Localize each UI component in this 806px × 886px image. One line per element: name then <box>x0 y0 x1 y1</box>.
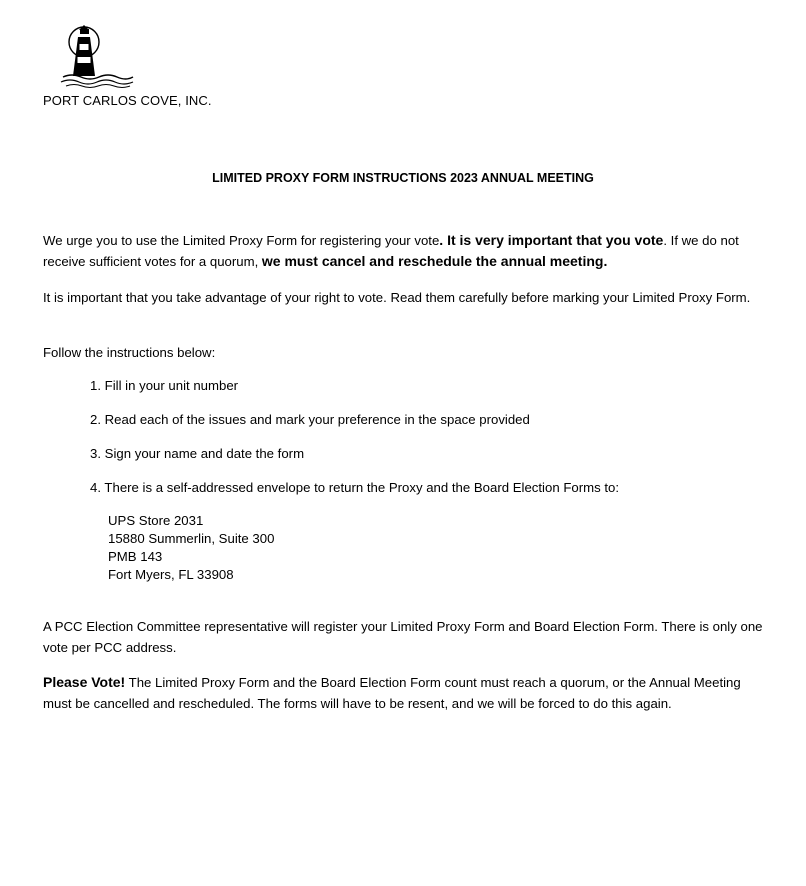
instruction-list <box>90 376 619 512</box>
document-title: LIMITED PROXY FORM INSTRUCTIONS 2023 ANNUAL MEETING <box>212 171 594 185</box>
instruction-step: 3. Sign your name and date the form <box>90 446 305 461</box>
address-line: Fort Myers, FL 33908 <box>108 567 234 582</box>
instruction-step: 4. There is a self-addressed envelope to return the Proxy and the Board Election Forms to: <box>90 480 620 495</box>
importance-paragraph: It is important that you take advantage of your right to vote. Read them carefully before marking your Limited Proxy Form. <box>43 290 751 305</box>
intro-emphasis-b: we must cancel and reschedule the annual meeting. <box>261 253 608 269</box>
instructions-lead: Follow the instructions below: <box>43 345 216 360</box>
closing-text: The Limited Proxy Form and the Board Election Form count must reach a quorum, or the Annual Meeting must be cancelled and rescheduled. The forms will have to be resent, and we will be forced to do this again. <box>43 675 741 711</box>
address-line: 15880 Summerlin, Suite 300 <box>108 531 275 546</box>
intro-paragraph <box>43 230 768 272</box>
intro-text-b: . If we do not receive sufficient votes for a quorum, <box>43 233 739 269</box>
committee-paragraph: A PCC Election Committee representative will register your Limited Proxy Form and Board Election Form. There is only one vote per PCC address. <box>43 619 763 655</box>
intro-emphasis-a: . It is very important that you vote <box>439 232 664 248</box>
mailing-address <box>108 512 274 584</box>
address-line: PMB 143 <box>108 549 163 564</box>
lighthouse-icon <box>60 20 136 90</box>
closing-paragraph <box>43 672 768 714</box>
instruction-step: 1. Fill in your unit number <box>90 378 239 393</box>
organization-name: PORT CARLOS COVE, INC. <box>43 93 212 108</box>
instruction-step: 2. Read each of the issues and mark your preference in the space provided <box>90 412 530 427</box>
intro-text-a: We urge you to use the Limited Proxy Form for registering your vote <box>43 233 440 248</box>
please-vote-emphasis: Please Vote! <box>43 674 126 690</box>
address-line: UPS Store 2031 <box>108 513 204 528</box>
